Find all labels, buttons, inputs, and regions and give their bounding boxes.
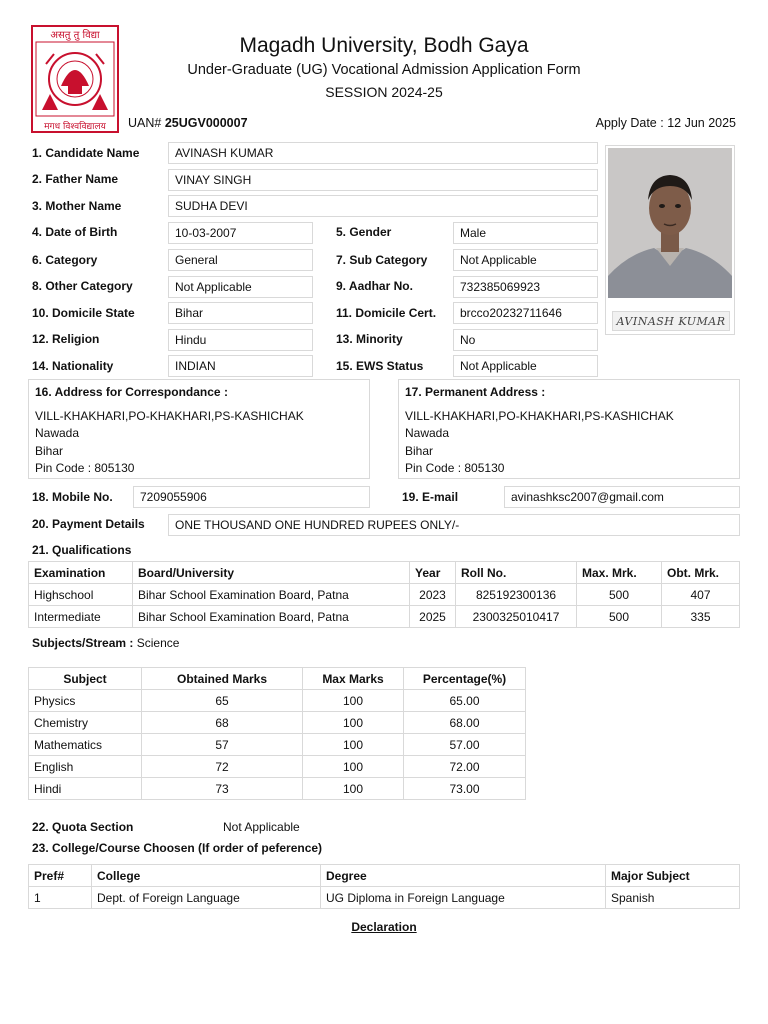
table-cell: English [29, 756, 142, 778]
table-cell: 72.00 [404, 756, 526, 778]
correspondence-address-line2: Nawada [35, 426, 80, 440]
table-cell: Hindi [29, 778, 142, 800]
table-row [29, 734, 526, 756]
qualifications-header: Obt. Mrk. [662, 562, 740, 584]
candidate-name-label: 1. Candidate Name [32, 146, 140, 160]
table-cell: 100 [303, 778, 404, 800]
candidate-photo [608, 148, 732, 298]
sub-category-label: 7. Sub Category [336, 253, 428, 267]
subjects-stream-label: Subjects/Stream : [32, 636, 134, 650]
table-cell: Mathematics [29, 734, 142, 756]
email-value: avinashksc2007@gmail.com [504, 486, 740, 508]
domicile-cert-value: brcco20232711646 [453, 302, 598, 324]
table-row [29, 778, 526, 800]
form-title: Under-Graduate (UG) Vocational Admission Application Form [187, 62, 581, 78]
email-label: 19. E-mail [402, 490, 459, 504]
table-row [29, 887, 740, 909]
quota-value: Not Applicable [223, 820, 300, 834]
permanent-address-line3: Bihar [405, 443, 434, 458]
payment-label: 20. Payment Details [32, 517, 145, 531]
qualifications-header: Roll No. [456, 562, 577, 584]
university-title: Magadh University, Bodh Gaya [239, 34, 529, 57]
correspondence-address-line1: VILL-KHAKHARI,PO-KHAKHARI,PS-KASHICHAK [35, 408, 304, 423]
table-cell: 500 [577, 584, 662, 606]
minority-label: 13. Minority [336, 332, 403, 346]
table-cell: 500 [577, 606, 662, 628]
college-header: College [92, 865, 321, 887]
university-logo [30, 24, 120, 134]
qualifications-header-row [29, 562, 740, 584]
mother-name-value: SUDHA DEVI [168, 195, 598, 217]
table-cell: 100 [303, 690, 404, 712]
subjects-header: Subject [29, 668, 142, 690]
candidate-name-value: AVINASH KUMAR [168, 142, 598, 164]
permanent-address-line1: VILL-KHAKHARI,PO-KHAKHARI,PS-KASHICHAK [405, 408, 674, 423]
table-cell: 100 [303, 734, 404, 756]
religion-value: Hindu [168, 329, 313, 351]
table-cell: 68.00 [404, 712, 526, 734]
table-cell: Dept. of Foreign Language [92, 887, 321, 909]
table-cell: UG Diploma in Foreign Language [321, 887, 606, 909]
nationality-value: INDIAN [168, 355, 313, 377]
payment-value: ONE THOUSAND ONE HUNDRED RUPEES ONLY/- [168, 514, 740, 536]
father-name-value: VINAY SINGH [168, 169, 598, 191]
college-choice-table [28, 864, 740, 909]
table-cell: 65.00 [404, 690, 526, 712]
permanent-address-label: 17. Permanent Address : [405, 385, 546, 399]
college-header-row [29, 865, 740, 887]
mobile-value: 7209055906 [133, 486, 370, 508]
table-cell: 73.00 [404, 778, 526, 800]
table-cell: 65 [142, 690, 303, 712]
table-cell: 57 [142, 734, 303, 756]
apply-date-label: Apply Date : [595, 116, 664, 130]
table-cell: 1 [29, 887, 92, 909]
table-cell: 2300325010417 [456, 606, 577, 628]
qualifications-title: 21. Qualifications [32, 543, 132, 557]
table-row [29, 606, 740, 628]
table-row [29, 690, 526, 712]
apply-date-value: 12 Jun 2025 [667, 116, 736, 130]
domicile-cert-label: 11. Domicile Cert. [336, 306, 437, 320]
uan [128, 116, 248, 130]
table-cell: Bihar School Examination Board, Patna [133, 584, 410, 606]
subjects-table [28, 667, 526, 800]
quota-label: 22. Quota Section [32, 820, 134, 834]
apply-date [596, 116, 736, 130]
correspondence-address-line3: Bihar [35, 443, 64, 458]
subjects-header: Obtained Marks [142, 668, 303, 690]
gender-value: Male [453, 222, 598, 244]
table-cell: 2023 [410, 584, 456, 606]
nationality-label: 14. Nationality [32, 359, 114, 373]
domicile-state-label: 10. Domicile State [32, 306, 135, 320]
table-cell: 335 [662, 606, 740, 628]
subjects-stream [32, 636, 179, 650]
correspondence-address-label: 16. Address for Correspondance : [35, 385, 228, 399]
table-row [29, 584, 740, 606]
correspondence-address-pincode: Pin Code : 805130 [35, 461, 135, 475]
qualifications-header: Max. Mrk. [577, 562, 662, 584]
session-title: SESSION 2024-25 [325, 84, 443, 100]
category-label: 6. Category [32, 253, 98, 267]
dob-value: 10-03-2007 [168, 222, 313, 244]
signature-text: AVINASH KUMAR [616, 314, 726, 328]
qualifications-table [28, 561, 740, 628]
table-cell: 407 [662, 584, 740, 606]
table-row [29, 756, 526, 778]
category-value: General [168, 249, 313, 271]
table-cell: Physics [29, 690, 142, 712]
table-cell: 72 [142, 756, 303, 778]
dob-label: 4. Date of Birth [32, 225, 118, 239]
sub-category-value: Not Applicable [453, 249, 598, 271]
subjects-header: Max Marks [303, 668, 404, 690]
qualifications-header: Year [410, 562, 456, 584]
uan-value: 25UGV000007 [164, 116, 248, 130]
gender-label: 5. Gender [336, 225, 392, 239]
father-name-label: 2. Father Name [32, 172, 119, 186]
other-category-value: Not Applicable [168, 276, 313, 298]
table-cell: 73 [142, 778, 303, 800]
college-header: Pref# [29, 865, 92, 887]
college-header: Major Subject [606, 865, 740, 887]
table-row [29, 712, 526, 734]
domicile-state-value: Bihar [168, 302, 313, 324]
logo-name: मगध विश्वविद्यालय [44, 122, 106, 132]
subjects-header: Percentage(%) [404, 668, 526, 690]
mother-name-label: 3. Mother Name [32, 199, 122, 213]
table-cell: Chemistry [29, 712, 142, 734]
college-header: Degree [321, 865, 606, 887]
ews-value: Not Applicable [453, 355, 598, 377]
table-cell: Highschool [29, 584, 133, 606]
college-choice-title: 23. College/Course Choosen (If order of peference) [32, 841, 323, 855]
logo-motto: असतु तु विद्या [50, 30, 100, 41]
permanent-address-pincode: Pin Code : 805130 [405, 461, 505, 475]
uan-label: UAN# [128, 116, 162, 130]
table-cell: 100 [303, 756, 404, 778]
photo-frame [605, 145, 735, 335]
table-cell: 68 [142, 712, 303, 734]
table-cell: 825192300136 [456, 584, 577, 606]
declaration-heading: Declaration [351, 920, 417, 934]
table-cell: 100 [303, 712, 404, 734]
ews-label: 15. EWS Status [336, 359, 424, 373]
signature [612, 311, 730, 331]
permanent-address-line2: Nawada [405, 426, 450, 440]
table-cell: Bihar School Examination Board, Patna [133, 606, 410, 628]
religion-label: 12. Religion [32, 332, 100, 346]
permanent-address [398, 379, 740, 479]
subjects-header-row [29, 668, 526, 690]
other-category-label: 8. Other Category [32, 279, 133, 293]
mobile-label: 18. Mobile No. [32, 490, 113, 504]
qualifications-header: Board/University [133, 562, 410, 584]
qualifications-header: Examination [29, 562, 133, 584]
table-cell: 57.00 [404, 734, 526, 756]
minority-value: No [453, 329, 598, 351]
subjects-stream-value: Science [136, 636, 180, 650]
table-cell: Intermediate [29, 606, 133, 628]
table-cell: Spanish [606, 887, 740, 909]
correspondence-address [28, 379, 370, 479]
aadhar-label: 9. Aadhar No. [336, 279, 413, 293]
table-cell: 2025 [410, 606, 456, 628]
aadhar-value: 732385069923 [453, 276, 598, 298]
